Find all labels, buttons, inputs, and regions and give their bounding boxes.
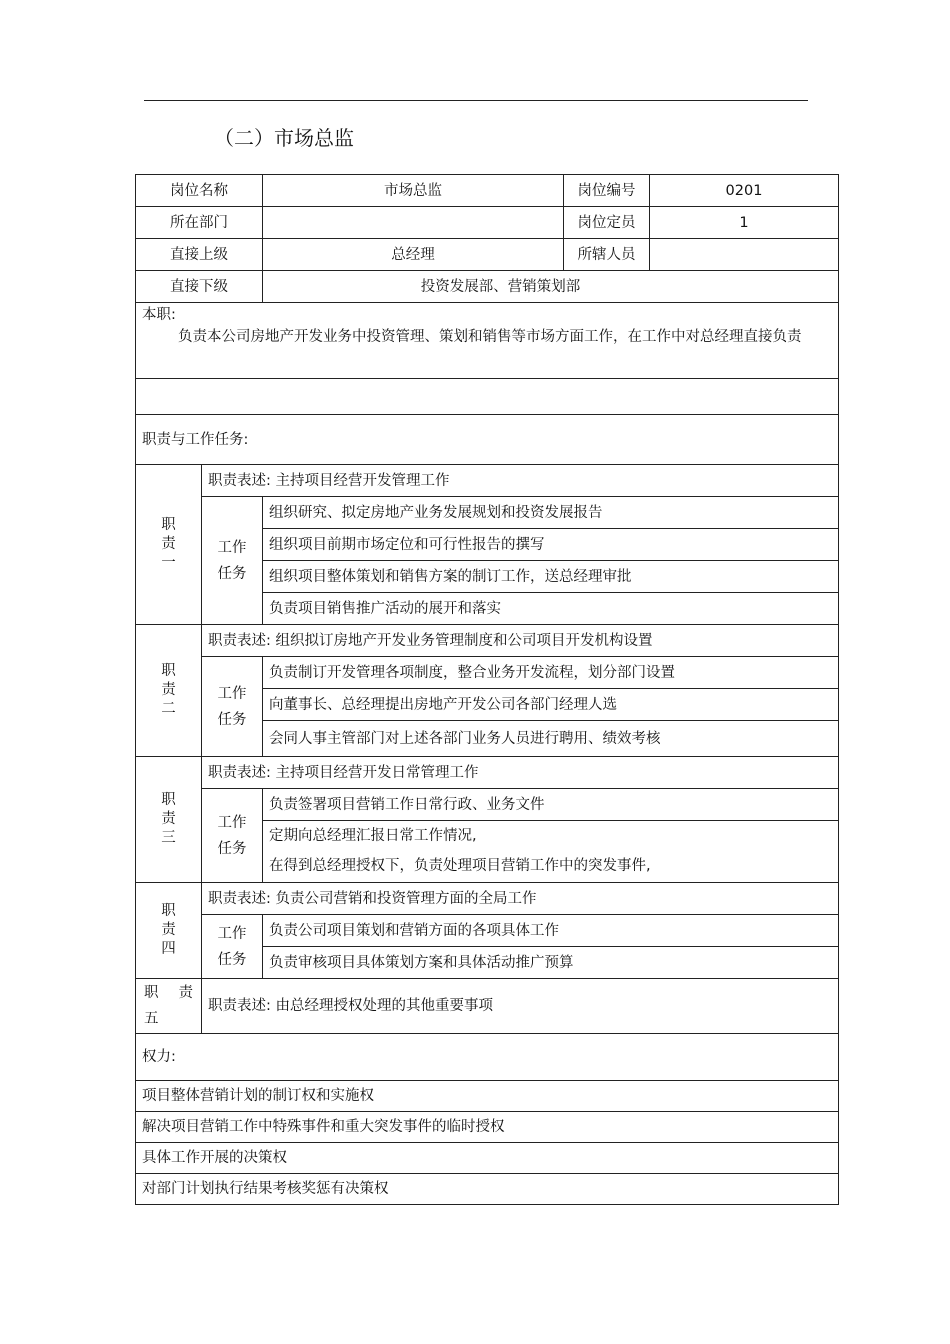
duty-2-task-3: 会同人事主管部门对上述各部门业务人员进行聘用、绩效考核 — [263, 721, 839, 757]
duty-3-task-1: 负责签署项目营销工作日常行政、业务文件 — [263, 789, 839, 821]
power-3: 具体工作开展的决策权 — [136, 1143, 839, 1174]
staff-label: 所辖人员 — [564, 239, 650, 271]
section-heading: （二）市场总监 — [214, 126, 354, 150]
duty-4-task-label: 工作 任务 — [202, 915, 263, 979]
duty-5-desc: 职责表述: 由总经理授权处理的其他重要事项 — [202, 979, 839, 1034]
post-name-value: 市场总监 — [263, 175, 564, 207]
duty-2-task-1: 负责制订开发管理各项制度，整合业务开发流程，划分部门设置 — [263, 657, 839, 689]
duty-3-task-2: 定期向总经理汇报日常工作情况, — [263, 821, 839, 851]
post-name-label: 岗位名称 — [136, 175, 263, 207]
duty-3-task-label: 工作 任务 — [202, 789, 263, 883]
dept-label: 所在部门 — [136, 207, 263, 239]
subordinate-text: 投资发展部、营销策划部 — [420, 278, 581, 295]
power-2: 解决项目营销工作中特殊事件和重大突发事件的临时授权 — [136, 1112, 839, 1143]
job-description-table — [135, 174, 839, 1205]
duty-intro — [136, 303, 839, 379]
blank-row — [136, 379, 839, 415]
tasks-label: 职责与工作任务: — [136, 415, 839, 465]
subordinate-value — [263, 271, 839, 303]
duty-1-task-4: 负责项目销售推广活动的展开和落实 — [263, 593, 839, 625]
duty-3-label: 职责三 — [136, 757, 202, 883]
quota-value: 1 — [650, 207, 839, 239]
duty-4-task-2: 负责审核项目具体策划方案和具体活动推广预算 — [263, 947, 839, 979]
duty-2-label: 职责二 — [136, 625, 202, 757]
duty-1-task-1: 组织研究、拟定房地产业务发展规划和投资发展报告 — [263, 497, 839, 529]
superior-value: 总经理 — [263, 239, 564, 271]
header-rule — [144, 100, 808, 101]
duty-intro-text: 负责本公司房地产开发业务中投资管理、策划和销售等市场方面工作，在工作中对总经理直接负责 — [178, 329, 802, 345]
staff-value — [650, 239, 839, 271]
duty-1-task-2: 组织项目前期市场定位和可行性报告的撰写 — [263, 529, 839, 561]
post-no-label: 岗位编号 — [564, 175, 650, 207]
duty-1-task-3: 组织项目整体策划和销售方案的制订工作，送总经理审批 — [263, 561, 839, 593]
duty-3-desc: 职责表述: 主持项目经营开发日常管理工作 — [202, 757, 839, 789]
power-1: 项目整体营销计划的制订权和实施权 — [136, 1081, 839, 1112]
duty-2-task-label: 工作 任务 — [202, 657, 263, 757]
duty-4-task-1: 负责公司项目策划和营销方面的各项具体工作 — [263, 915, 839, 947]
duty-4-label: 职责四 — [136, 883, 202, 979]
duty-intro-label: 本职: — [142, 307, 176, 323]
subordinate-label: 直接下级 — [136, 271, 263, 303]
power-4: 对部门计划执行结果考核奖惩有决策权 — [136, 1174, 839, 1205]
duty-1-task-label: 工作 任务 — [202, 497, 263, 625]
duty-4-desc: 职责表述: 负责公司营销和投资管理方面的全局工作 — [202, 883, 839, 915]
dept-value — [263, 207, 564, 239]
powers-label: 权力: — [136, 1034, 839, 1081]
duty-1-desc: 职责表述: 主持项目经营开发管理工作 — [202, 465, 839, 497]
quota-label: 岗位定员 — [564, 207, 650, 239]
duty-5-label: 职 责 五 — [136, 979, 202, 1034]
superior-label: 直接上级 — [136, 239, 263, 271]
duty-2-desc: 职责表述: 组织拟订房地产开发业务管理制度和公司项目开发机构设置 — [202, 625, 839, 657]
duty-2-task-2: 向董事长、总经理提出房地产开发公司各部门经理人选 — [263, 689, 839, 721]
duty-1-label: 职责一 — [136, 465, 202, 625]
post-no-value: 0201 — [650, 175, 839, 207]
duty-3-task-3: 在得到总经理授权下，负责处理项目营销工作中的突发事件, — [263, 851, 839, 883]
